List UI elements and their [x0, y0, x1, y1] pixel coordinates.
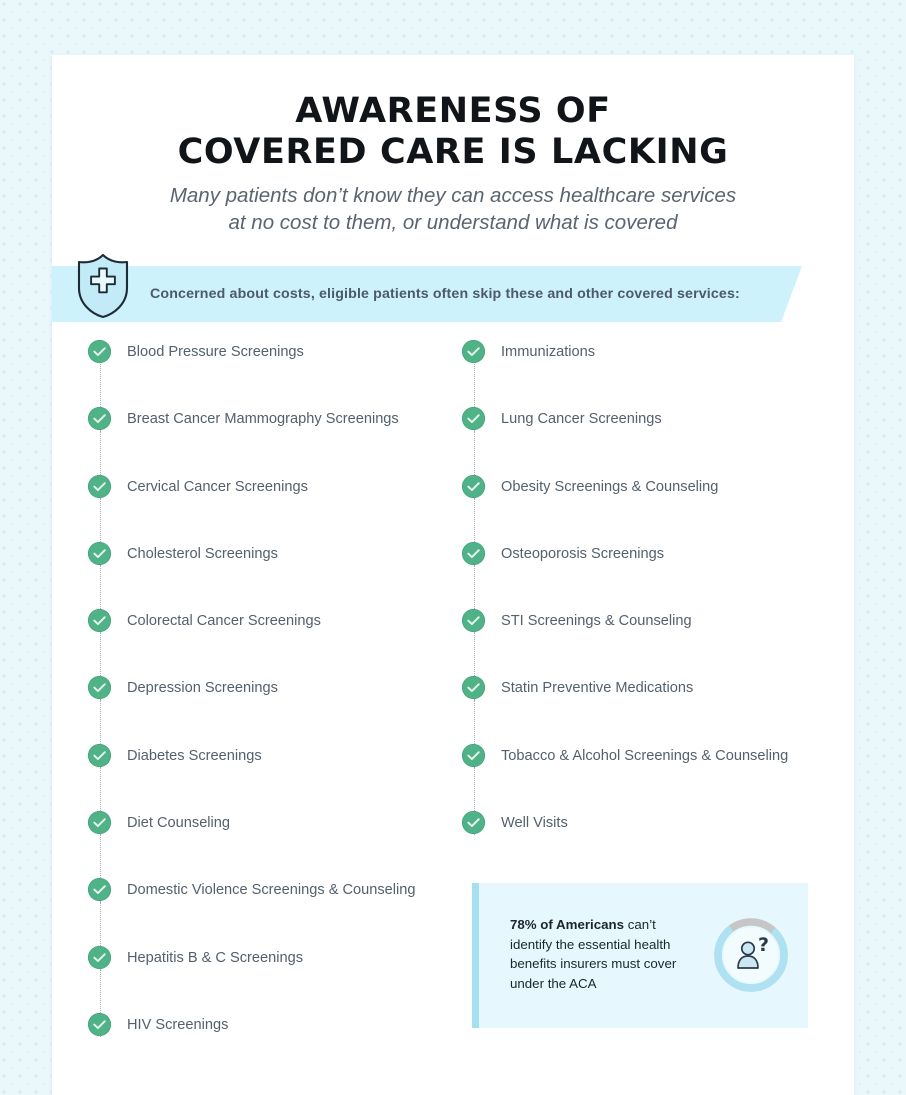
service-list-item [462, 744, 842, 811]
callout-stat-rest: can’t identify the essential health benefits insurers must cover under the ACA [510, 917, 677, 991]
check-circle-icon [462, 340, 485, 363]
check-circle-icon [462, 744, 485, 767]
callout-stat-highlight: 78% of Americans [510, 917, 625, 932]
service-list-item [462, 475, 842, 542]
service-list-item [462, 609, 842, 676]
service-list-item [88, 1013, 468, 1080]
callout-text [510, 915, 696, 993]
service-list-item [88, 340, 468, 407]
check-circle-icon [88, 1013, 111, 1036]
check-circle-icon [462, 811, 485, 834]
header [52, 55, 854, 236]
service-label: Hepatitis B & C Screenings [127, 949, 304, 966]
service-label: Lung Cancer Screenings [501, 411, 662, 428]
check-circle-icon [88, 744, 111, 767]
check-circle-icon [88, 542, 111, 565]
check-circle-icon [462, 407, 485, 430]
service-list-item [88, 878, 468, 945]
service-list-item [88, 946, 468, 1013]
check-circle-icon [462, 475, 485, 498]
service-list-item [462, 542, 842, 609]
check-circle-icon [88, 946, 111, 969]
service-label: Diet Counseling [127, 815, 231, 832]
service-label: Diabetes Screenings [127, 747, 262, 764]
check-circle-icon [462, 676, 485, 699]
service-list-item [462, 811, 842, 878]
service-list-item [462, 407, 842, 474]
check-circle-icon [462, 609, 485, 632]
svg-text:?: ? [758, 934, 770, 956]
service-label: Breast Cancer Mammography Screenings [127, 411, 399, 428]
check-circle-icon [88, 878, 111, 901]
service-list-item [88, 811, 468, 878]
service-label: Domestic Violence Screenings & Counseling [127, 882, 416, 899]
service-list-item [462, 340, 842, 407]
service-label: STI Screenings & Counseling [501, 613, 692, 630]
page-subtitle [92, 182, 814, 236]
page-subtitle-line1: Many patients don’t know they can access healthcare services [169, 184, 737, 207]
service-label: HIV Screenings [127, 1016, 229, 1033]
page-title [92, 91, 814, 173]
check-circle-icon [88, 407, 111, 430]
service-label: Osteoporosis Screenings [501, 545, 665, 562]
service-label: Immunizations [501, 344, 596, 360]
service-label: Colorectal Cancer Screenings [127, 613, 321, 630]
service-list-item [462, 676, 842, 743]
shield-plus-icon [74, 252, 132, 320]
service-list-item [88, 475, 468, 542]
page-title-line2: COVERED CARE IS LACKING [177, 132, 729, 172]
service-label: Depression Screenings [127, 680, 278, 697]
service-list-item [88, 407, 468, 474]
check-circle-icon [88, 475, 111, 498]
service-list-item [88, 609, 468, 676]
statistic-callout [472, 883, 808, 1028]
check-circle-icon [88, 676, 111, 699]
check-circle-icon [88, 340, 111, 363]
page-subtitle-line2: at no cost to them, or understand what is covered [228, 211, 678, 234]
service-label: Statin Preventive Medications [501, 680, 694, 697]
service-list-item [88, 542, 468, 609]
check-circle-icon [88, 811, 111, 834]
check-circle-icon [88, 609, 111, 632]
service-list-item [88, 676, 468, 743]
banner-text: Concerned about costs, eligible patients often skip these and other covered services: [150, 286, 740, 302]
person-question-icon [711, 915, 791, 995]
service-label: Tobacco & Alcohol Screenings & Counseling [501, 747, 789, 764]
check-circle-icon [462, 542, 485, 565]
services-column-left [88, 340, 468, 1080]
service-label: Cervical Cancer Screenings [127, 478, 308, 495]
service-label: Obesity Screenings & Counseling [501, 478, 719, 495]
service-label: Cholesterol Screenings [127, 545, 278, 562]
service-label: Well Visits [501, 815, 568, 832]
services-banner [52, 266, 854, 322]
service-label: Blood Pressure Screenings [127, 344, 304, 360]
page-title-line1: AWARENESS OF [295, 91, 611, 131]
infographic-card [52, 55, 854, 1095]
service-list-item [88, 744, 468, 811]
services-column-right [462, 340, 842, 878]
